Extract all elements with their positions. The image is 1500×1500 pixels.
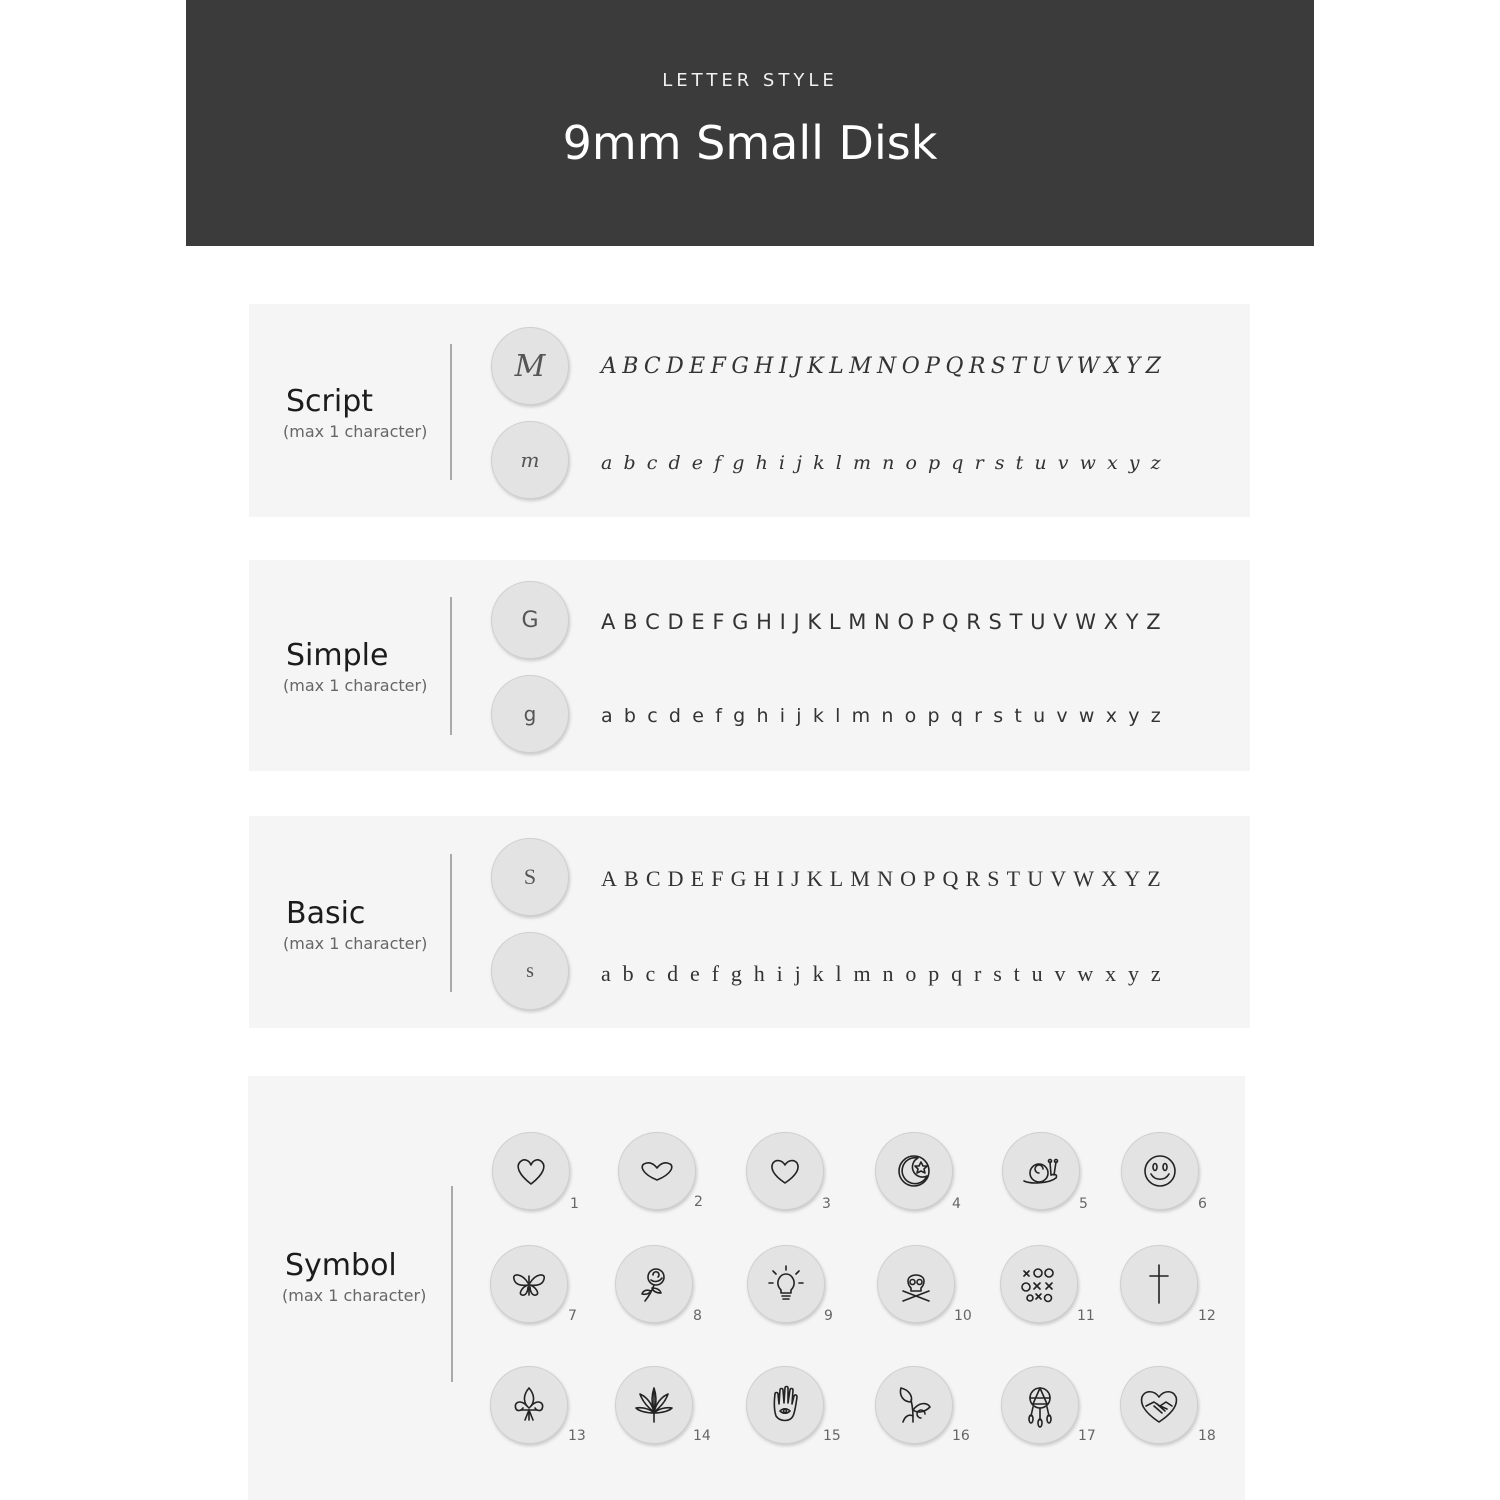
symbol-disk (746, 1366, 824, 1444)
alphabet-letter: q (951, 961, 963, 986)
alphabet-letter: r (974, 705, 982, 727)
alphabet-letter: W (1075, 610, 1096, 634)
symbol-number: 13 (568, 1428, 586, 1444)
alphabet-letter: X (1101, 866, 1118, 891)
symbol-disk (490, 1366, 568, 1444)
symbol-disk (490, 1245, 568, 1323)
alphabet-letter: P (925, 354, 940, 379)
uppercase-alphabet (601, 866, 1161, 892)
alphabet-letter: f (714, 452, 722, 474)
symbol-number: 7 (568, 1308, 577, 1324)
alphabet-letter: X (1104, 354, 1121, 379)
alphabet-letter: t (1014, 705, 1022, 727)
alphabet-letter: h (755, 452, 768, 474)
alphabet-letter: z (1150, 452, 1161, 474)
alphabet-letter: W (1073, 866, 1095, 891)
alphabet-letter: g (733, 705, 746, 727)
sprout-icon (891, 1382, 937, 1428)
alphabet-letter: a (601, 452, 613, 474)
handshake-heart-icon (1136, 1382, 1182, 1428)
alphabet-letter: U (1030, 610, 1046, 634)
alphabet-letter: n (881, 705, 894, 727)
heart-icon (508, 1148, 554, 1194)
alphabet-letter: J (793, 354, 802, 379)
alphabet-letter: E (691, 610, 705, 634)
alphabet-letter: M (848, 610, 867, 634)
symbol-number: 2 (694, 1194, 703, 1210)
symbol-disk (746, 1132, 824, 1210)
alphabet-letter: w (1077, 961, 1094, 986)
symbol-number: 16 (952, 1428, 970, 1444)
alphabet-letter: s (993, 705, 1004, 727)
style-name: Script (286, 384, 374, 419)
symbol-number: 11 (1077, 1308, 1095, 1324)
fleur-de-lis-icon (506, 1382, 552, 1428)
alphabet-letter: G (730, 866, 747, 891)
alphabet-letter: k (813, 452, 825, 474)
alphabet-letter: Z (1147, 866, 1161, 891)
alphabet-letter: c (647, 705, 658, 727)
divider (450, 344, 452, 480)
alphabet-letter: S (988, 610, 1002, 634)
simple-style-panel (249, 560, 1250, 771)
moon-star-icon (891, 1148, 937, 1194)
alphabet-letter: x (1105, 705, 1117, 727)
hamsa-icon (762, 1382, 808, 1428)
alphabet-letter: O (901, 354, 920, 379)
alphabet-letter: o (905, 961, 917, 986)
alphabet-letter: p (928, 961, 940, 986)
alphabet-letter: V (1055, 354, 1072, 379)
alphabet-letter: c (646, 452, 658, 474)
symbol-disk (877, 1245, 955, 1323)
alphabet-letter: t (1013, 961, 1020, 986)
alphabet-letter: C (645, 610, 660, 634)
sample-disk-upper: G (491, 581, 569, 659)
alphabet-letter: D (667, 610, 684, 634)
symbol-disk (1000, 1245, 1078, 1323)
alphabet-letter: T (1006, 866, 1021, 891)
sample-disk-lower: m (491, 421, 569, 499)
alphabet-letter: Z (1146, 610, 1161, 634)
alphabet-letter: S (987, 866, 1000, 891)
alphabet-letter: s (993, 961, 1002, 986)
alphabet-letter: Q (945, 354, 964, 379)
alphabet-letter: n (882, 961, 894, 986)
alphabet-letter: r (974, 452, 984, 474)
symbol-number: 4 (952, 1196, 961, 1212)
symbol-disk (615, 1366, 693, 1444)
alphabet-letter: j (796, 452, 803, 474)
alphabet-letter: h (756, 705, 769, 727)
round-heart-icon (762, 1148, 808, 1194)
alphabet-letter: H (753, 866, 770, 891)
alphabet-letter: k (812, 705, 824, 727)
alphabet-letter: D (667, 866, 684, 891)
lowercase-alphabet (601, 705, 1161, 727)
alphabet-letter: d (667, 961, 679, 986)
alphabet-letter: S (990, 354, 1006, 379)
script-style-panel (249, 304, 1250, 517)
alphabet-letter: M (849, 354, 872, 379)
alphabet-letter: A (601, 354, 617, 379)
symbol-disk (875, 1366, 953, 1444)
alphabet-letter: l (835, 961, 842, 986)
alphabet-letter: l (835, 452, 842, 474)
alphabet-letter: j (796, 705, 802, 727)
alphabet-letter: c (645, 961, 656, 986)
alphabet-letter: B (623, 610, 638, 634)
alphabet-letter: W (1076, 354, 1100, 379)
sample-disk-lower: g (491, 675, 569, 753)
alphabet-letter: J (791, 866, 800, 891)
alphabet-letter: x (1106, 452, 1118, 474)
header-title: 9mm Small Disk (562, 116, 938, 170)
uppercase-alphabet (601, 354, 1161, 379)
alphabet-letter: o (904, 705, 917, 727)
alphabet-letter: f (715, 705, 722, 727)
alphabet-letter: w (1078, 705, 1095, 727)
alphabet-letter: m (853, 961, 871, 986)
alphabet-letter: f (711, 961, 719, 986)
alphabet-letter: T (1011, 354, 1026, 379)
alphabet-letter: C (643, 354, 661, 379)
alphabet-letter: N (877, 866, 893, 891)
alphabet-letter: r (974, 961, 982, 986)
basic-style-panel (249, 816, 1250, 1028)
alphabet-letter: b (623, 705, 636, 727)
header-subtitle: LETTER STYLE (662, 70, 838, 91)
alphabet-letter: N (877, 354, 897, 379)
symbol-disk (492, 1132, 570, 1210)
alphabet-letter: I (778, 354, 788, 379)
alphabet-letter: R (968, 354, 986, 379)
alphabet-letter: x (1105, 961, 1117, 986)
cross-icon (1136, 1261, 1182, 1307)
sample-disk-upper: M (491, 327, 569, 405)
style-note: (max 1 character) (283, 676, 428, 695)
alphabet-letter: Y (1124, 866, 1141, 891)
style-name: Symbol (285, 1248, 397, 1283)
symbol-number: 5 (1079, 1196, 1088, 1212)
symbol-disk (1120, 1366, 1198, 1444)
alphabet-letter: O (900, 866, 916, 891)
alphabet-letter: U (1031, 354, 1050, 379)
divider (451, 1186, 453, 1382)
alphabet-letter: o (905, 452, 917, 474)
alphabet-letter: J (793, 610, 800, 634)
style-name: Basic (286, 896, 366, 931)
alphabet-letter: P (921, 610, 935, 634)
lightbulb-icon (763, 1261, 809, 1307)
alphabet-letter: T (1009, 610, 1023, 634)
alphabet-letter: j (794, 961, 801, 986)
alphabet-letter: A (601, 866, 617, 891)
symbol-number: 3 (822, 1196, 831, 1212)
alphabet-letter: Q (942, 610, 959, 634)
symbol-disk (1001, 1366, 1079, 1444)
symbol-number: 14 (693, 1428, 711, 1444)
alphabet-letter: q (951, 452, 964, 474)
butterfly-icon (506, 1261, 552, 1307)
alphabet-letter: D (666, 354, 684, 379)
symbol-style-panel (248, 1076, 1245, 1500)
alphabet-letter: m (852, 452, 871, 474)
alphabet-letter: G (732, 610, 749, 634)
alphabet-letter: C (645, 866, 661, 891)
header-banner (186, 0, 1314, 246)
lowercase-alphabet (601, 961, 1161, 987)
alphabet-letter: w (1079, 452, 1096, 474)
style-note: (max 1 character) (282, 1286, 427, 1305)
alphabet-letter: O (897, 610, 914, 634)
alphabet-letter: d (668, 452, 681, 474)
alphabet-letter: B (622, 354, 639, 379)
alphabet-letter: I (779, 610, 786, 634)
alphabet-letter: n (882, 452, 895, 474)
uppercase-alphabet (601, 610, 1161, 634)
alphabet-letter: e (690, 961, 700, 986)
divider (450, 854, 452, 992)
alphabet-letter: s (994, 452, 1005, 474)
alphabet-letter: u (1033, 705, 1046, 727)
alphabet-letter: g (730, 961, 742, 986)
alphabet-letter: E (690, 866, 705, 891)
symbol-number: 9 (824, 1308, 833, 1324)
alphabet-letter: u (1031, 961, 1043, 986)
alphabet-letter: v (1057, 452, 1069, 474)
alphabet-letter: L (828, 610, 841, 634)
alphabet-letter: Q (942, 866, 959, 891)
alphabet-letter: K (806, 866, 823, 891)
alphabet-letter: R (965, 866, 981, 891)
alphabet-letter: i (779, 705, 786, 727)
alphabet-letter: i (776, 961, 783, 986)
symbol-number: 8 (693, 1308, 702, 1324)
alphabet-letter: E (689, 354, 706, 379)
alphabet-letter: z (1150, 705, 1161, 727)
dreamcatcher-icon (1017, 1382, 1063, 1428)
alphabet-letter: h (753, 961, 765, 986)
xoxo-icon (1016, 1261, 1062, 1307)
symbol-disk (615, 1245, 693, 1323)
alphabet-letter: F (712, 610, 725, 634)
alphabet-letter: I (776, 866, 784, 891)
divider (450, 597, 452, 735)
alphabet-letter: l (835, 705, 841, 727)
alphabet-letter: Y (1125, 610, 1139, 634)
alphabet-letter: K (807, 610, 822, 634)
alphabet-letter: H (756, 610, 772, 634)
alphabet-letter: m (851, 705, 871, 727)
smiley-icon (1137, 1148, 1183, 1194)
alphabet-letter: u (1034, 452, 1047, 474)
alphabet-letter: a (601, 705, 613, 727)
style-note: (max 1 character) (283, 422, 428, 441)
alphabet-letter: B (624, 866, 639, 891)
alphabet-letter: K (807, 354, 824, 379)
alphabet-letter: b (622, 961, 634, 986)
alphabet-letter: U (1027, 866, 1044, 891)
alphabet-letter: L (829, 866, 844, 891)
alphabet-letter: N (874, 610, 890, 634)
alphabet-letter: v (1056, 705, 1068, 727)
symbol-disk (618, 1132, 696, 1210)
alphabet-letter: P (923, 866, 936, 891)
symbol-number: 18 (1198, 1428, 1216, 1444)
snail-icon (1018, 1148, 1064, 1194)
cannabis-leaf-icon (631, 1382, 677, 1428)
symbol-number: 12 (1198, 1308, 1216, 1324)
alphabet-letter: R (966, 610, 981, 634)
alphabet-letter: X (1103, 610, 1119, 634)
alphabet-letter: t (1015, 452, 1024, 474)
symbol-disk (1121, 1132, 1199, 1210)
alphabet-letter: i (778, 452, 785, 474)
alphabet-letter: z (1150, 961, 1161, 986)
sample-disk-lower: s (491, 932, 569, 1010)
alphabet-letter: y (1128, 705, 1140, 727)
alphabet-letter: d (668, 705, 681, 727)
alphabet-letter: V (1050, 866, 1067, 891)
alphabet-letter: p (927, 705, 940, 727)
alphabet-letter: a (601, 961, 611, 986)
symbol-number: 1 (570, 1196, 579, 1212)
style-note: (max 1 character) (283, 934, 428, 953)
alphabet-letter: e (691, 452, 704, 474)
skull-crossbones-icon (893, 1261, 939, 1307)
alphabet-letter: q (950, 705, 963, 727)
alphabet-letter: e (692, 705, 704, 727)
alphabet-letter: k (812, 961, 824, 986)
symbol-number: 15 (823, 1428, 841, 1444)
sample-disk-upper: S (491, 838, 569, 916)
alphabet-letter: H (754, 354, 774, 379)
symbol-number: 10 (954, 1308, 972, 1324)
symbol-disk (747, 1245, 825, 1323)
alphabet-letter: Y (1125, 354, 1141, 379)
alphabet-letter: M (850, 866, 870, 891)
style-name: Simple (286, 638, 389, 673)
alphabet-letter: y (1128, 452, 1140, 474)
lowercase-alphabet (601, 452, 1161, 474)
symbol-number: 6 (1198, 1196, 1207, 1212)
symbol-number: 17 (1078, 1428, 1096, 1444)
symbol-disk (1120, 1245, 1198, 1323)
alphabet-letter: y (1128, 961, 1140, 986)
symbol-disk (1002, 1132, 1080, 1210)
alphabet-letter: A (601, 610, 616, 634)
alphabet-letter: p (928, 452, 941, 474)
alphabet-letter: G (731, 354, 749, 379)
alphabet-letter: F (710, 354, 726, 379)
alphabet-letter: F (711, 866, 724, 891)
wide-heart-icon (634, 1148, 680, 1194)
symbol-disk (875, 1132, 953, 1210)
alphabet-letter: b (623, 452, 636, 474)
alphabet-letter: V (1053, 610, 1068, 634)
alphabet-letter: g (732, 452, 745, 474)
rose-icon (631, 1261, 677, 1307)
alphabet-letter: Z (1145, 354, 1161, 379)
alphabet-letter: v (1054, 961, 1066, 986)
alphabet-letter: L (829, 354, 844, 379)
